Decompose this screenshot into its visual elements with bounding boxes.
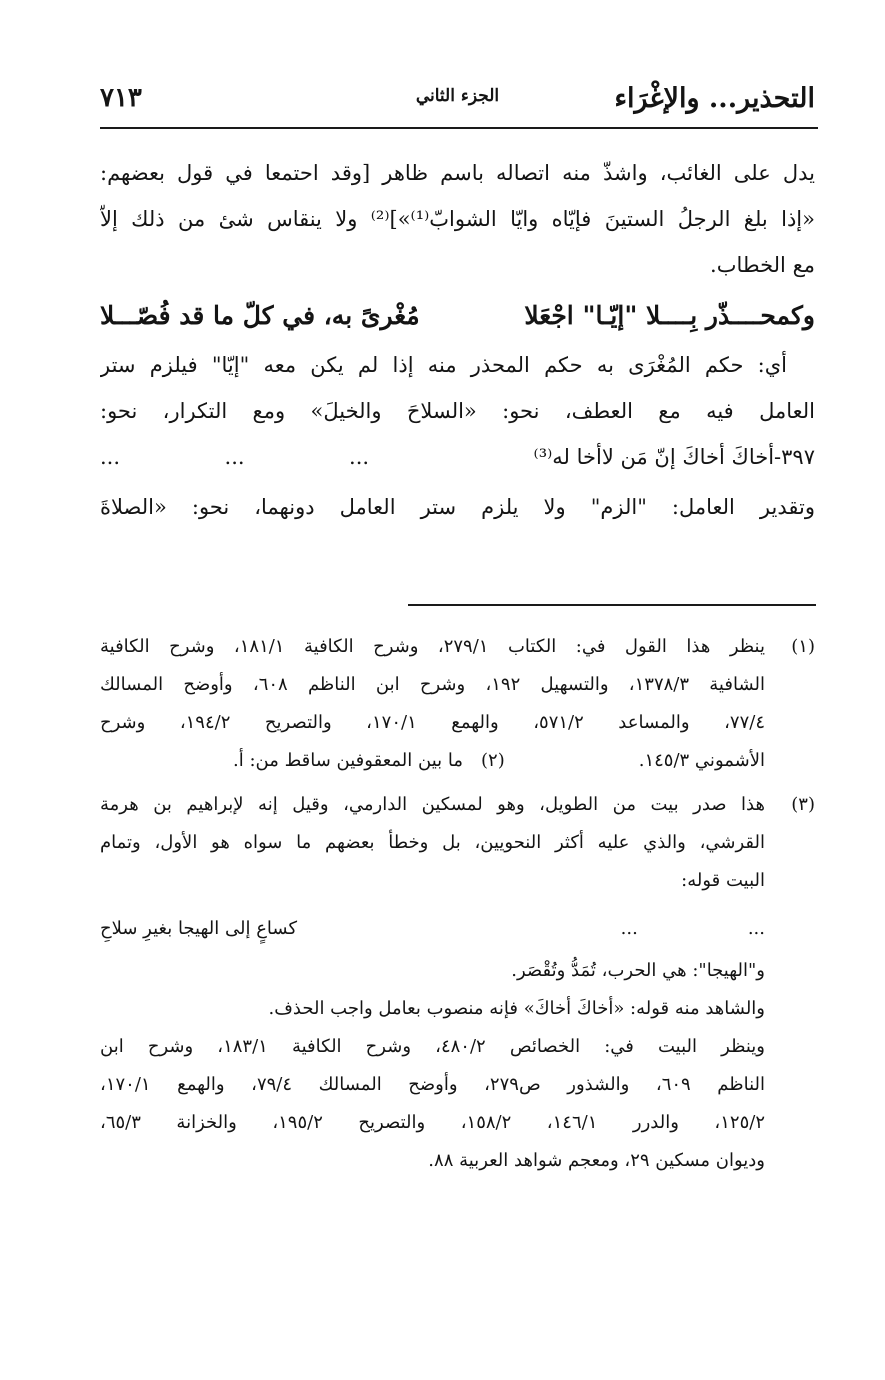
ellipsis: ...: [620, 918, 638, 939]
ellipsis: ...: [224, 445, 245, 469]
footnote-line: ١٢٥/٢، والدرر ١٤٦/١، ١٥٨/٢، والتصريح ١٩٥/٢، والخزانة ٦٥/٣،: [100, 1112, 765, 1133]
verse-second-hemistich: كساعٍ إلى الهيجا بغيرِ سلاحِ: [100, 918, 298, 939]
footnote-line: البيت قوله:: [681, 870, 765, 891]
part-label: الجزء الثاني: [415, 86, 500, 106]
running-header: [100, 74, 815, 122]
header-rule: [100, 127, 818, 129]
footnote-3: [100, 786, 815, 900]
verse-first-hemistich: وكمحــــذّر بِــــلا "إيّـا" اجْعَلا: [524, 300, 815, 330]
ellipsis-group: [621, 906, 765, 952]
footnote-line: القرشي، والذي عليه أكثر النحويين، بل وخطأ بعضهم ما سواه هو الأول، وتمام: [100, 832, 765, 853]
footnote-1: [100, 628, 815, 780]
main-text: [100, 150, 815, 530]
footnote-line: والشاهد منه قوله: «أخاكَ أخاكَ» فإنه منصوب بعامل واجب الحذف.: [268, 998, 765, 1019]
text-line: يدل على الغائب، واشذّ منه اتصاله باسم ظاهر [وقد احتمعا في قول بعضهم:: [100, 161, 815, 185]
chapter-title: التحذير... والإغْرَاء: [614, 82, 815, 114]
shahid-first-hemistich: ٣٩٧-أخاكَ أخاكَ إنّ مَن لاأخا له⁽³⁾: [533, 445, 815, 469]
text-line: مع الخطاب.: [710, 253, 815, 277]
footnote-3-continued: [100, 952, 815, 1180]
footnote-line: و"الهيجا": هي الحرب، تُمَدُّ وتُقْصَر.: [511, 960, 765, 981]
ellipsis: ...: [349, 445, 370, 469]
text-line: وتقدير العامل: "الزم" ولا يلزم ستر العامل دونهما، نحو: «الصلاةَ: [100, 495, 815, 519]
footnote-line: الناظم ٦٠٩، والشذور ص٢٧٩، وأوضح المسالك ٧٩/٤، والهمع ١٧٠/١،: [100, 1074, 765, 1095]
ellipsis: ...: [747, 918, 765, 939]
footnote-line: وينظر البيت في: الخصائص ٤٨٠/٢، وشرح الكافية ١٨٣/١، وشرح ابن: [100, 1036, 765, 1057]
footnote-rule: [408, 604, 816, 606]
alfiyya-verse: [100, 288, 815, 342]
footnote-line: وديوان مسكين ٢٩، ومعجم شواهد العربية ٨٨.: [428, 1150, 765, 1171]
shahid-verse: [100, 434, 815, 480]
footnote-line: ينظر هذا القول في: الكتاب ٢٧٩/١، وشرح الكافية ١٨١/١، وشرح الكافية: [100, 636, 765, 657]
footnote-text: ما بين المعقوفين ساقط من: أ.: [233, 750, 463, 771]
footnote-verse: [100, 906, 815, 952]
footnote-number: (٢): [480, 750, 505, 771]
footnote-number: (١): [791, 636, 815, 657]
footnote-line: ٧٧/٤، والمساعد ٥٧١/٢، والهمع ١٧٠/١، والتصريح ١٩٤/٢، وشرح: [100, 712, 765, 733]
ellipsis: ...: [100, 445, 121, 469]
footnote-line: الشافية ١٣٧٨/٣، والتسهيل ١٩٢، وشرح ابن الناظم ٦٠٨، وأوضح المسالك: [100, 674, 765, 695]
footnote-line: [100, 742, 765, 780]
footnote-text: الأشموني ١٤٥/٣.: [638, 750, 765, 771]
verse-second-hemistich: مُغْرىً به، في كلّ ما قد فُصّـــلا: [100, 300, 420, 330]
text-line: العامل فيه مع العطف، نحو: «السلاحَ والخيلَ» ومع التكرار، نحو:: [100, 399, 815, 423]
text-line: أي: حكم المُغْرَى به حكم المحذر منه إذا لم يكن معه "إيّا" فيلزم ستر: [100, 353, 787, 377]
text-line: «إذا بلغ الرجلُ الستينَ فإيّاه وايّا الشوابّ⁽¹⁾»]⁽²⁾ ولا ينقاس شئ من ذلك إلاّ: [100, 207, 815, 231]
footnote-line: هذا صدر بيت من الطويل، وهو لمسكين الدارمي، وقيل إنه لإبراهيم بن هرمة: [100, 794, 765, 815]
footnotes: [100, 628, 815, 1180]
footnote-number: (٣): [791, 794, 815, 815]
page-number: ٧١٣: [100, 83, 142, 113]
